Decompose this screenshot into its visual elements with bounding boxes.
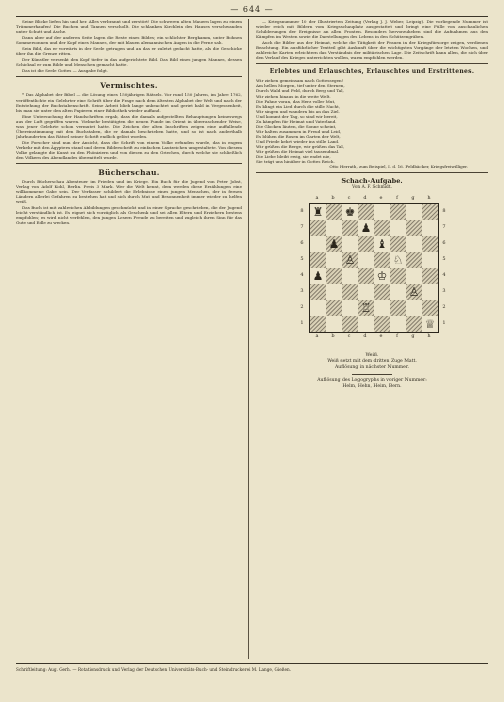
file-label: e	[379, 333, 383, 340]
file-label: c	[347, 333, 351, 340]
rank-label: 2	[300, 303, 304, 310]
chess-piece: ♕	[424, 317, 436, 332]
board-square-g4	[406, 268, 422, 284]
poem-line: Und kommt der Tag, so sind wir bereit,	[256, 113, 338, 119]
board-square-a6	[310, 236, 326, 252]
paragraph: * Das Alphabet der Bibel — die Lösung eines 150jährigen Rätsels. Vor rund 150 Jahren, im Jahre 1762, veröffentlichte ein Gelehrter eine Schrift über die Frage nach dem ältesten Alphabet der Welt und nach der Entstehung der Buchstabenschrift. Seine Arbeit blieb lange unbeachtet und geriet bald in Vergessenheit, bis man sie unter den alten Papieren einer Bibliothek wieder auffand.	[16, 92, 242, 113]
page-number: — 644 —	[230, 5, 274, 14]
previous-solution-answer: Helm, Hehn, Heim, Bern.	[342, 384, 402, 390]
board-square-d4	[358, 268, 374, 284]
section-title-erlebtes: Erlebtes und Erlauschtes, Erlauschtes und Erstrittenes.	[269, 68, 475, 76]
rank-label: 1	[442, 319, 446, 326]
poem-line: Die Fahne voran, das Herz voller Mut,	[256, 98, 336, 104]
board-square-d2	[358, 300, 374, 316]
board-square-c4	[342, 268, 358, 284]
chess-piece: ♟	[360, 221, 372, 236]
poem-line: Durch Wald und Feld, durch Berg und Tal,	[256, 88, 344, 94]
poem-line: Die Liebe bleibt ewig, sie endet nie,	[256, 154, 331, 160]
section-title-vermischtes: Vermischtes.	[100, 81, 158, 91]
rank-label: 8	[300, 207, 304, 214]
rank-label: 3	[300, 287, 304, 294]
divider	[352, 374, 392, 375]
paragraph: Das ist die Seele Gottes — Ausgabe folgt.	[22, 68, 109, 74]
board-square-e2	[374, 300, 390, 316]
board-square-a1	[310, 316, 326, 332]
chess-piece: ♖	[360, 301, 372, 316]
rank-label: 8	[442, 207, 446, 214]
paragraph: Dann aber auf der anderen Seite lagen die Reste eines Bildes; ein schlichter Bergkamm, unter Bohnen Sommersonnen und der Kopf eines Mannes, der mit blauen alemannischen Augen in die Ferne sah.	[16, 35, 242, 46]
rank-label: 3	[442, 287, 446, 294]
poem-line: Zu kämpfen für Heimat und Vaterland.	[256, 118, 337, 124]
file-label: d	[363, 195, 367, 202]
left-column	[16, 19, 242, 659]
file-label: a	[315, 333, 319, 340]
file-label: b	[331, 333, 335, 340]
chess-piece: ♘	[392, 253, 404, 268]
chess-solution-note: Auflösung in nächster Nummer.	[334, 365, 410, 371]
board-square-e5	[374, 252, 390, 268]
board-square-f7	[390, 220, 406, 236]
file-label: c	[347, 195, 351, 202]
right-column	[256, 19, 488, 659]
paragraph: Der Künstler versenkt den Kopf tiefer in das aufgerichtete Bild. Das Bild eines jungen Mannes, dessen Schicksal er zum Bilde und Menschen gemacht hatte.	[16, 57, 242, 68]
file-label: f	[396, 195, 398, 202]
chess-piece: ♟	[312, 269, 324, 284]
divider	[256, 172, 488, 173]
board-square-g8	[406, 204, 422, 220]
signature: Otto Herrath, zum Beispiel, I. d. 16. Feldbäcker, Kriegsfreiwilliger.	[329, 164, 468, 170]
rank-label: 7	[300, 223, 304, 230]
file-label: g	[411, 333, 415, 340]
poem-line: Und Friede kehrt wieder ins stille Land.	[256, 138, 340, 144]
chess-piece: ♝	[376, 237, 388, 252]
poem-paragraphs	[16, 19, 242, 73]
board-square-b7	[326, 220, 342, 236]
buecherschau-body	[16, 179, 242, 225]
board-square-g6	[406, 236, 422, 252]
poem-line: Wir grüßen die Berge, wir grüßen das Tal,	[256, 143, 345, 149]
rank-label: 4	[300, 271, 304, 278]
board-square-b8	[326, 204, 342, 220]
poem-line: Wir grüßen die Heimat viel tausendmal.	[256, 149, 340, 155]
section-title-buecherschau: Bücherschau.	[98, 168, 160, 178]
board-square-f2	[390, 300, 406, 316]
chess-side-to-move: Weiß.	[365, 353, 379, 359]
file-label: h	[427, 195, 431, 202]
poem-lines	[256, 78, 488, 164]
war-section-body	[256, 19, 488, 60]
paragraph: Durch Bücherschau Abenteuer im Frieden und im Kriege. Ein Buch für die Jugend von Peter Jobst, Verlag von Adolf Kohl, Berlin. Preis 3 Mark. Wer die Welt kennt, dem werden diese Erzählungen eine willkommene Gabe sein. Der Verfasser schildert die Erlebnisse eines jungen Menschen, der in fernen Ländern allerlei Gefahren zu bestehen hat und sich durch Mut und Besonnenheit immer wieder zu helfen weiß.	[16, 179, 242, 205]
board-square-h8	[422, 204, 438, 220]
poem-line: Wir halten zusammen in Freud und Leid,	[256, 128, 342, 134]
board-square-a4	[310, 268, 326, 284]
poem-line: Es klingt ein Lied durch die stille Nacht,	[256, 103, 341, 109]
paragraph: — Kriegsnummer 10 der Illustrierten Zeitung (Verlag J. J. Weber, Leipzig). Die vorliegende Nummer ist wieder reich mit Bildern vom Kriegsschauplatz ausgestattet und bringt eine Fülle von anschaulichen Schilderungen der Ereignisse an allen Fronten. Besonders hervorzuheben sind die Aufnahmen aus den Kämpfen im Westen sowie die Darstellungen des Lebens in den Schützengräben.	[256, 19, 488, 40]
board-square-b5	[326, 252, 342, 268]
board-square-g3	[406, 284, 422, 300]
chess-piece: ♙	[408, 285, 420, 300]
chess-problem	[287, 177, 457, 390]
board-square-a8	[310, 204, 326, 220]
board-square-c6	[342, 236, 358, 252]
poem-line: Die Glocken läuten, die Sonne scheint,	[256, 123, 337, 129]
paragraph: Die Forscher sind nun der Ansicht, dass die Schrift von einem Volke erfunden wurde, das in engem Verkehr mit den Ägyptern stand und deren Bilderschrift zu einfachen Lautzeichen umgestaltete. Von diesem Volke gelangte die Kunst zu den Phöniziern und von diesen zu den Griechen, durch welche sie schließlich den Völkern des Abendlandes übermittelt wurde.	[16, 139, 242, 161]
board-square-a3	[310, 284, 326, 300]
board-square-c7	[342, 220, 358, 236]
rank-labels-left	[297, 203, 307, 331]
paragraph: Sein Bild, das er vorwärts in der Seele getragen und an das er zuletzt gedacht hatte, als die Geschicke über ihn die Grenze ritten.	[16, 46, 242, 57]
board-square-e3	[374, 284, 390, 300]
board-square-c5	[342, 252, 358, 268]
board-square-c2	[342, 300, 358, 316]
board-square-b4	[326, 268, 342, 284]
board-square-b3	[326, 284, 342, 300]
chess-board-area	[287, 193, 457, 353]
board-square-a7	[310, 220, 326, 236]
chess-author: Von A. F. Schmidt.	[352, 185, 392, 191]
poem-line: Sie trägt uns hinüber in Gottes Reich.	[256, 159, 335, 165]
board-square-f6	[390, 236, 406, 252]
rank-labels-right	[439, 203, 449, 331]
chess-piece: ♜	[312, 205, 324, 220]
board-square-b6	[326, 236, 342, 252]
file-label: e	[379, 195, 383, 202]
board-square-g2	[406, 300, 422, 316]
board-square-d6	[358, 236, 374, 252]
rank-label: 5	[300, 255, 304, 262]
board-square-h1	[422, 316, 438, 332]
chess-piece: ♚	[344, 205, 356, 220]
chess-piece: ♔	[376, 269, 388, 284]
rank-label: 4	[442, 271, 446, 278]
board-square-d8	[358, 204, 374, 220]
poem-line: Wir ziehen gemeinsam nach Gottessegen!	[256, 78, 344, 84]
chess-title: Schach-Aufgabe.	[341, 177, 403, 186]
poem-line: Wir ziehen hinaus in die weite Welt.	[256, 93, 331, 99]
board-square-e4	[374, 268, 390, 284]
board-square-h2	[422, 300, 438, 316]
board-square-e1	[374, 316, 390, 332]
rank-label: 6	[300, 239, 304, 246]
file-label: b	[331, 195, 335, 202]
board-square-f3	[390, 284, 406, 300]
board-square-f4	[390, 268, 406, 284]
chess-board	[309, 203, 439, 333]
board-square-c1	[342, 316, 358, 332]
board-square-d3	[358, 284, 374, 300]
board-square-d5	[358, 252, 374, 268]
board-square-f5	[390, 252, 406, 268]
chess-piece: ♟	[328, 237, 340, 252]
divider	[256, 63, 488, 64]
board-square-h6	[422, 236, 438, 252]
divider	[16, 76, 242, 77]
board-square-h3	[422, 284, 438, 300]
board-square-e6	[374, 236, 390, 252]
board-square-e8	[374, 204, 390, 220]
board-square-h7	[422, 220, 438, 236]
board-square-a2	[310, 300, 326, 316]
board-square-b1	[326, 316, 342, 332]
previous-solution-title: Auflösung des Logogryphs in voriger Nummer:	[317, 378, 427, 384]
rank-label: 1	[300, 319, 304, 326]
board-square-g7	[406, 220, 422, 236]
board-square-c8	[342, 204, 358, 220]
vermischtes-body	[16, 92, 242, 160]
paragraph: Eine Untersuchung der Handschriften ergab, dass die damals aufgestellten Behauptungen keineswegs aus der Luft gegriffen waren. Vielmehr bestätigten die neuen Funde im Orient in überraschender Weise, was jener Gelehrte schon vermutet hatte. Die Zeichen der alten Inschriften zeigen eine auffallende Übereinstimmung mit den Buchstaben, die er damals beschrieben hatte, und so ist nach anderthalb Jahrhunderten das Rätsel seiner Schrift endlich gelöst worden.	[16, 113, 242, 139]
top-rule	[16, 16, 488, 17]
file-label: a	[315, 195, 319, 202]
divider	[16, 163, 242, 164]
board-square-h5	[422, 252, 438, 268]
board-square-e7	[374, 220, 390, 236]
board-square-g5	[406, 252, 422, 268]
board-square-f1	[390, 316, 406, 332]
rank-label: 5	[442, 255, 446, 262]
board-square-c3	[342, 284, 358, 300]
board-square-g1	[406, 316, 422, 332]
board-square-b2	[326, 300, 342, 316]
board-square-d1	[358, 316, 374, 332]
file-labels-bottom	[309, 333, 437, 339]
poem-line: Am hellen Morgen, tief unter den Sternen,	[256, 83, 345, 89]
paragraph: Seine Blicke liefen hin und her. Alles verbrannt und zerstört! Die schweren alten Mauern lagen zu einem Trümmerhaufen! Die Buchen und Tannen verschollt. Die schlanken Kirchlein des Hauses verschwanden unter Schutt und Asche.	[16, 19, 242, 35]
board-square-a5	[310, 252, 326, 268]
imprint-footer: Schriftleitung: Aug. Gerh. — Rotationsdruck und Verlag der Deutschen Universitäts-Buch- und Steindruckerei M. Lange, Gießen.	[16, 663, 488, 672]
paragraph: Das Buch ist mit zahlreichen Abbildungen geschmückt und in einer Sprache geschrieben, die der Jugend leicht verständlich ist. Es eignet sich vorzüglich als Geschenk und sei allen Eltern und Erziehern bestens empfohlen; es wird nicht verfehlen, den jungen Lesern Freude zu bereiten und zugleich ihren Sinn für das Gute und Edle zu wecken.	[16, 205, 242, 226]
file-label: h	[427, 333, 431, 340]
board-square-h4	[422, 268, 438, 284]
paragraph: Auch die Bilder aus der Heimat, welche die Tätigkeit der Frauen in der Kriegsfürsorge zeigen, verdienen Beachtung. Ein ausführlicher Textteil gibt Auskunft über die wichtigsten Vorgänge der letzten Wochen, und zahlreiche Karten erleichtern das Verständnis der militärischen Lage. Die Zeitschrift kann allen, die sich über den Verlauf des Krieges unterrichten wollen, warm empfohlen werden.	[256, 40, 488, 61]
board-square-f8	[390, 204, 406, 220]
column-divider	[248, 19, 249, 659]
rank-label: 7	[442, 223, 446, 230]
file-labels-top	[309, 195, 437, 201]
board-square-d7	[358, 220, 374, 236]
file-label: f	[396, 333, 398, 340]
rank-label: 6	[442, 239, 446, 246]
chess-piece: ♙	[344, 253, 356, 268]
chess-task: Weiß setzt mit dem dritten Zuge Matt.	[327, 359, 417, 365]
file-label: g	[411, 195, 415, 202]
poem-line: Wir singen und wandern bis an das Ziel.	[256, 108, 340, 114]
file-label: d	[363, 333, 367, 340]
poem-line: Es blühen die Rosen im Garten der Welt,	[256, 133, 341, 139]
rank-label: 2	[442, 303, 446, 310]
